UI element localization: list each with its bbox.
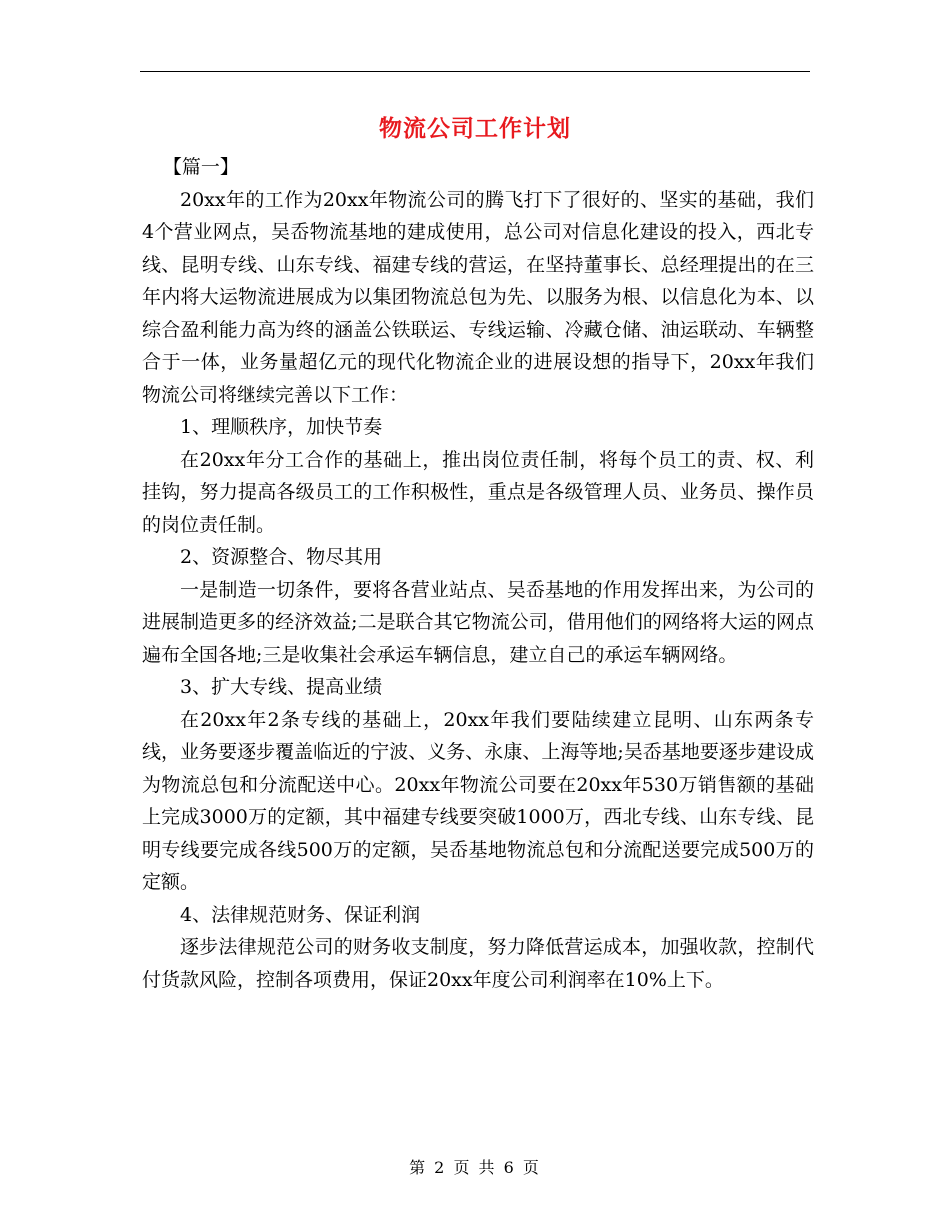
page-indicator: 第 2 页 共 6 页 <box>409 1158 541 1177</box>
section-label: 【篇一】 <box>162 156 239 178</box>
heading-2: 2、资源整合、物尽其用 <box>180 546 383 568</box>
intro-paragraph: 20xx年的工作为20xx年物流公司的腾飞打下了很好的、坚实的基础，我们4个营业网点，吴岙物流基地的建成使用，总公司对信息化建设的投入，西北专线、昆明专线、山东专线、福建专线的营运，在坚持董事长、总经理提出的在三年内将大运物流进展成为以集团物流总包为先、以服务为根、以信息化为本、以综合盈利能力高为终的涵盖公铁联运、专线运输、冷藏仓储、油运联动、车辆整合于一体，业务量超亿元的现代化物流企业的进展设想的指导下，20xx年我们物流公司将继续完善以下工作： <box>142 188 814 406</box>
header-rule <box>140 71 810 72</box>
document-title: 物流公司工作计划 <box>379 115 571 142</box>
heading-1: 1、理顺秩序，加快节奏 <box>180 416 383 438</box>
paragraph-3: 在20xx年2条专线的基础上，20xx年我们要陆续建立昆明、山东两条专线，业务要逐步覆盖临近的宁波、义务、永康、上海等地;吴岙基地要逐步建设成为物流总包和分流配送中心。20xx年物流公司要在20xx年530万销售额的基础上完成3000万的定额，其中福建专线要突破1000万，西北专线、山东专线、昆明专线要完成各线500万的定额，吴岙基地物流总包和分流配送要完成500万的定额。 <box>142 708 814 893</box>
heading-4: 4、法律规范财务、保证利润 <box>180 903 421 926</box>
paragraph-4: 逐步法律规范公司的财务收支制度，努力降低营运成本，加强收款，控制代付货款风险，控制各项费用，保证20xx年度公司利润率在10%上下。 <box>142 936 814 991</box>
paragraph-1: 在20xx年分工合作的基础上，推出岗位责任制，将每个员工的责、权、利挂钩，努力提高各级员工的工作积极性，重点是各级管理人员、业务员、操作员的岗位责任制。 <box>142 448 814 536</box>
paragraph-2: 一是制造一切条件，要将各营业站点、吴岙基地的作用发挥出来，为公司的进展制造更多的经济效益;二是联合其它物流公司，借用他们的网络将大运的网点遍布全国各地;三是收集社会承运车辆信息，建立自己的承运车辆网络。 <box>142 578 814 666</box>
heading-3: 3、扩大专线、提高业绩 <box>180 676 383 698</box>
document-body <box>142 151 814 996</box>
